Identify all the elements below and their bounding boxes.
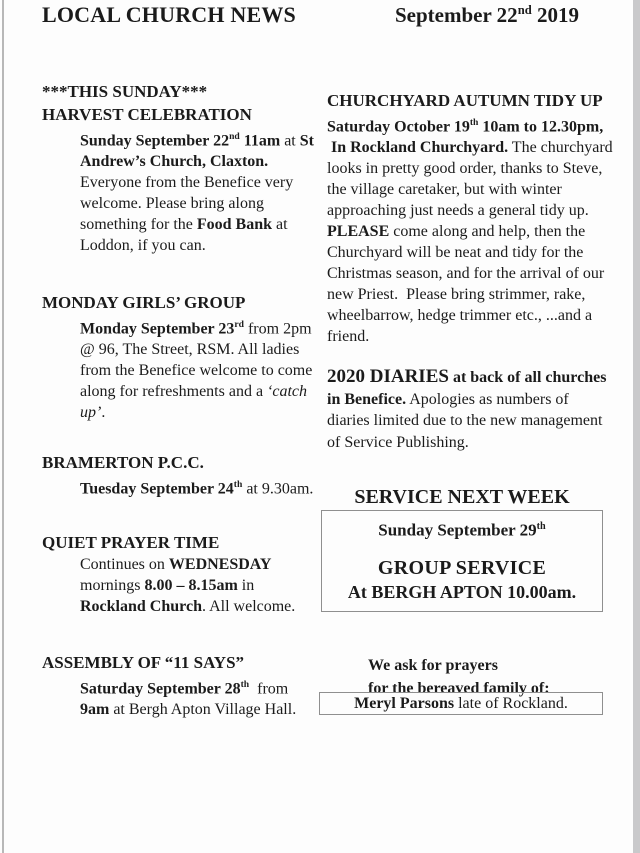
- text-run: from 2pm @ 96, The Street, RSM. All ladies from the Benefice welcome to come along for refreshments and a: [80, 320, 313, 401]
- text-run: Tuesday September 24: [80, 480, 234, 498]
- text-run: 10am to 12.30pm,: [478, 118, 604, 136]
- page-edge-right: [633, 0, 640, 853]
- section-quiet-prayer-time: [42, 531, 306, 617]
- text-run: Sunday September 29: [378, 520, 537, 540]
- text-run: 2020 DIARIES: [327, 366, 449, 387]
- text-run: The churchyard looks in pretty good order, thanks to Steve, the village caretaker, but with winter approaching just needs a general tidy up.: [327, 139, 613, 220]
- text-run: Meryl Parsons: [354, 695, 455, 712]
- prayers-line-1: We ask for prayers: [368, 657, 498, 674]
- text-run: WEDNESDAY: [168, 556, 272, 573]
- text-run: Rockland Church: [80, 598, 202, 615]
- service-location-line: At BERGH APTON 10.00am.: [347, 581, 577, 602]
- text-run: at 9.30am.: [242, 480, 314, 498]
- text-run: th: [233, 479, 243, 490]
- service-date-line: [322, 515, 602, 543]
- text-run: Everyone from the Benefice very welcome. Please bring along something for the: [80, 174, 294, 234]
- text-run: at back of all churches in Benefice.: [327, 369, 607, 408]
- text-run: . All welcome.: [201, 598, 296, 615]
- heading-harvest-celebration: HARVEST CELEBRATION: [42, 105, 252, 124]
- bereaved-family-box: [319, 692, 603, 715]
- text-run: Apologies as numbers of diaries limited due to the new management of Service Publishing.: [327, 390, 603, 451]
- section-assembly-of-11-says: [42, 651, 306, 720]
- text-run: 11am: [239, 132, 281, 150]
- text-run: late of Rockland.: [454, 695, 568, 712]
- quiet-prayer-time-paragraph: [80, 554, 320, 617]
- heading-bramerton-pcc: BRAMERTON P.C.C.: [42, 453, 204, 472]
- assembly-of-11-says-paragraph: [80, 674, 320, 720]
- text-run: 9am: [80, 701, 110, 719]
- text-run: Continues on: [80, 556, 169, 573]
- heading-quiet-prayer-time: QUIET PRAYER TIME: [42, 533, 220, 552]
- prayers-line-2: for the bereaved family of:: [368, 680, 550, 697]
- text-run: nd: [229, 131, 240, 142]
- bramerton-pcc-paragraph: [80, 474, 320, 499]
- text-run: at Bergh Apton Village Hall.: [109, 701, 297, 719]
- text-run: at Loddon, if you can.: [80, 216, 288, 255]
- text-run: from: [249, 680, 289, 698]
- text-run: September 22: [395, 3, 518, 27]
- text-run: Saturday October 19: [327, 118, 470, 136]
- text-run: nd: [517, 3, 532, 17]
- text-run: 8.00 – 8.15am: [144, 577, 238, 594]
- text-run: Monday September 23: [80, 320, 235, 338]
- harvest-celebration-paragraph: [80, 126, 320, 256]
- text-run: Food Bank: [196, 216, 273, 234]
- text-run: PLEASE: [327, 223, 390, 241]
- section-2020-diaries: [327, 366, 615, 453]
- text-run: in: [237, 577, 255, 594]
- text-run: St Andrew’s Church, Claxton.: [80, 132, 314, 171]
- text-run: mornings: [80, 577, 145, 594]
- monday-girls-group-paragraph: [80, 314, 320, 423]
- text-run: rd: [234, 319, 244, 330]
- section-this-sunday: [42, 80, 314, 256]
- header-date: [395, 3, 579, 28]
- text-run: th: [536, 521, 546, 532]
- section-churchyard-tidy-up: [327, 89, 621, 347]
- heading-churchyard-tidy-up: CHURCHYARD AUTUMN TIDY UP: [327, 91, 603, 110]
- text-run: th: [240, 679, 250, 690]
- heading-this-sunday: ***THIS SUNDAY***: [42, 82, 208, 101]
- text-run: ‘catch up’: [80, 383, 308, 422]
- text-run: Sunday September 22: [80, 132, 230, 150]
- churchyard-tidy-up-paragraph: [327, 112, 621, 347]
- page-edge-left: [2, 0, 4, 853]
- heading-assembly-of-11-says: ASSEMBLY OF “11 SAYS”: [42, 653, 245, 672]
- text-run: 2019: [531, 3, 579, 27]
- diaries-paragraph: [327, 366, 615, 453]
- text-run: In Rockland Churchyard.: [327, 139, 509, 157]
- service-title-line: GROUP SERVICE: [377, 556, 547, 579]
- service-next-week-box: [321, 510, 603, 612]
- text-run: .: [101, 404, 106, 422]
- text-run: come along and help, then the Churchyard will be neat and tidy for the Christmas season, and for the arrival of our new Priest. Please bring strimmer, rake, wheelbarrow, hedge trimmer etc., ...and a friend.: [327, 223, 605, 346]
- text-run: th: [469, 117, 479, 128]
- section-bramerton-pcc: [42, 451, 314, 499]
- page-title: LOCAL CHURCH NEWS: [42, 2, 296, 27]
- text-run: at: [280, 132, 300, 150]
- heading-monday-girls-group: MONDAY GIRLS’ GROUP: [42, 293, 246, 312]
- text-run: Saturday September 28: [80, 680, 241, 698]
- section-monday-girls-group: [42, 291, 313, 423]
- heading-service-next-week: SERVICE NEXT WEEK: [354, 486, 570, 508]
